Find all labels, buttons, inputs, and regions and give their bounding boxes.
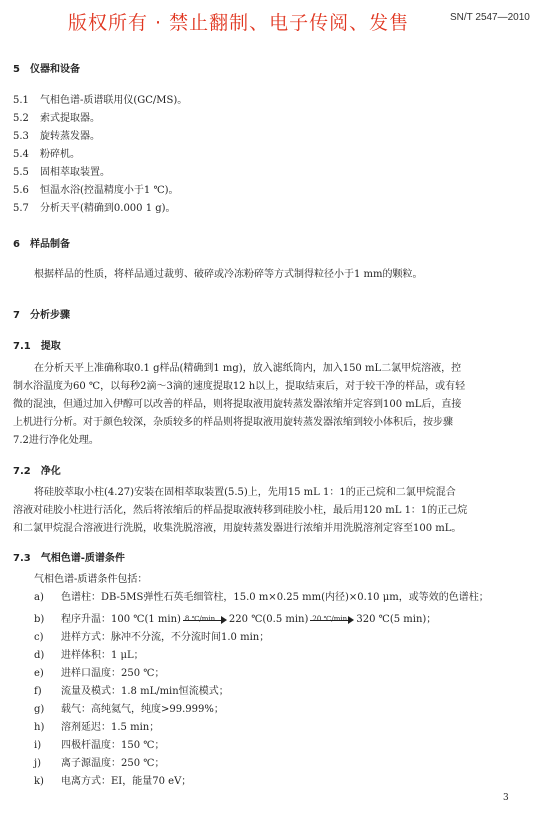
paragraph-line: 7.2进行净化处理。 bbox=[13, 435, 99, 446]
paragraph-line: 微的混浊，但通过加入伊醇可以改善的样品，则将提取液用旋转蒸发器浓缩并定容到100 mL后，直接 bbox=[13, 399, 462, 410]
page-number: 3 bbox=[503, 793, 509, 803]
item-text: 索式提取器。 bbox=[40, 113, 100, 124]
item-text: 分析天平(精确到0.000 1 g)。 bbox=[40, 203, 176, 214]
item-number: 5.5 bbox=[13, 167, 29, 178]
list-item bbox=[13, 128, 187, 146]
list-item bbox=[13, 146, 187, 164]
item-text: 进样方式：脉冲不分流，不分流时间1.0 min； bbox=[61, 632, 270, 643]
item-number: 5.7 bbox=[13, 203, 29, 214]
list-item bbox=[34, 607, 489, 629]
item-number: 5.1 bbox=[13, 95, 29, 106]
watermark: 版权所有 · 禁止翻制、电子传阅、发售 bbox=[68, 12, 410, 34]
item-text: 载气：高纯氦气，纯度>99.999%； bbox=[61, 704, 224, 715]
item-text: 程序升温：100 ℃(1 min) bbox=[61, 614, 181, 625]
item-text: 溶剂延迟：1.5 min； bbox=[61, 722, 160, 733]
paragraph-line: 和二氯甲烷混合溶液进行洗脱，收集洗脱溶液，用旋转蒸发器进行浓缩并用洗脱溶剂定容至100 mL。 bbox=[13, 523, 462, 534]
section-7-title: 7 分析步骤 bbox=[13, 310, 70, 321]
item-letter: k) bbox=[34, 776, 44, 787]
item-text: 流量及模式：1.8 mL/min恒流模式； bbox=[61, 686, 229, 697]
section-7-1-paragraph bbox=[13, 360, 465, 450]
list-item bbox=[13, 200, 187, 218]
equipment-list bbox=[13, 92, 187, 218]
item-letter: d) bbox=[34, 650, 45, 661]
section-7-2-title: 7.2 净化 bbox=[13, 466, 61, 477]
section-6-paragraph: 根据样品的性质，将样品通过裁剪、破碎或冷冻粉碎等方式制得粒径小于1 mm的颗粒。 bbox=[34, 269, 423, 280]
arrow-rate-label: 8 ℃/min bbox=[184, 614, 216, 623]
section-7-1-title: 7.1 提取 bbox=[13, 341, 61, 352]
item-letter: e) bbox=[34, 668, 44, 679]
section-5-title: 5 仪器和设备 bbox=[13, 64, 80, 75]
item-text: 电离方式：EI，能量70 eV； bbox=[61, 776, 192, 787]
item-letter: a) bbox=[34, 592, 44, 603]
item-text: 四极杆温度：150 ℃； bbox=[61, 740, 165, 751]
item-text: 粉碎机。 bbox=[40, 149, 80, 160]
section-7-2-paragraph bbox=[13, 484, 467, 538]
item-number: 5.4 bbox=[13, 149, 29, 160]
item-text-mid: 220 ℃(0.5 min) bbox=[228, 614, 309, 625]
list-item bbox=[34, 665, 489, 683]
paragraph-line: 在分析天平上准确称取0.1 g样品(精确到1 mg)，放入滤纸筒内，加入150 mL二氯甲烷溶液，控 bbox=[34, 363, 462, 374]
list-item bbox=[34, 701, 489, 719]
list-item bbox=[34, 755, 489, 773]
item-letter: i) bbox=[34, 740, 42, 751]
item-text: 固相萃取装置。 bbox=[40, 167, 110, 178]
list-item bbox=[34, 629, 489, 647]
item-number: 5.6 bbox=[13, 185, 29, 196]
section-7-3-title: 7.3 气相色谱-质谱条件 bbox=[13, 553, 125, 564]
item-number: 5.3 bbox=[13, 131, 29, 142]
section-6-title: 6 样品制备 bbox=[13, 239, 70, 250]
item-letter: f) bbox=[34, 686, 42, 697]
right-arrow-icon bbox=[310, 615, 354, 625]
item-letter: b) bbox=[34, 614, 45, 625]
list-item bbox=[13, 182, 187, 200]
list-item bbox=[34, 683, 489, 701]
list-item bbox=[13, 110, 187, 128]
item-text: 旋转蒸发器。 bbox=[40, 131, 100, 142]
list-item bbox=[13, 164, 187, 182]
item-text-end: 320 ℃(5 min)； bbox=[356, 614, 437, 625]
list-item bbox=[34, 647, 489, 665]
arrow-rate-label: 20 ℃/min bbox=[312, 614, 348, 623]
item-text: 色谱柱：DB-5MS弹性石英毛细管柱，15.0 m×0.25 mm(内径)×0.10 μm，或等效的色谱柱； bbox=[61, 592, 489, 603]
item-letter: g) bbox=[34, 704, 45, 715]
item-text: 离子源温度：250 ℃； bbox=[61, 758, 165, 769]
paragraph-line: 将硅胶萃取小柱(4.27)安装在固相萃取装置(5.5)上，先用15 mL 1：1的正己烷和二氯甲烷混合 bbox=[34, 487, 456, 498]
item-text: 进样口温度：250 ℃； bbox=[61, 668, 165, 679]
conditions-list bbox=[34, 589, 489, 791]
list-item bbox=[34, 737, 489, 755]
list-item bbox=[34, 773, 489, 791]
paragraph-line: 制水浴温度为60 ℃，以每秒2滴～3滴的速度提取12 h以上，提取结束后，对于较干净的样品，或有轻 bbox=[13, 381, 466, 392]
right-arrow-icon bbox=[183, 615, 227, 625]
item-letter: h) bbox=[34, 722, 45, 733]
item-number: 5.2 bbox=[13, 113, 29, 124]
list-item bbox=[34, 589, 489, 607]
list-item bbox=[13, 92, 187, 110]
paragraph-line: 上机进行分析。对于颜色较深，杂质较多的样品则将提取液用旋转蒸发器浓缩到较小体积后，按步骤 bbox=[13, 417, 453, 428]
list-item bbox=[34, 719, 489, 737]
item-text: 气相色谱-质谱联用仪(GC/MS)。 bbox=[40, 95, 188, 106]
item-letter: c) bbox=[34, 632, 44, 643]
standard-number: SN/T 2547—2010 bbox=[450, 12, 530, 23]
item-letter: j) bbox=[34, 758, 42, 769]
item-text: 进样体积：1 μL； bbox=[61, 650, 144, 661]
item-text: 恒温水浴(控温精度小于1 ℃)。 bbox=[40, 185, 179, 196]
paragraph-line: 溶液对硅胶小柱进行活化，然后将浓缩后的样品提取液转移到硅胶小柱，最后用120 mL 1：1的正己烷 bbox=[13, 505, 468, 516]
section-7-3-intro: 气相色谱-质谱条件包括： bbox=[34, 574, 148, 585]
